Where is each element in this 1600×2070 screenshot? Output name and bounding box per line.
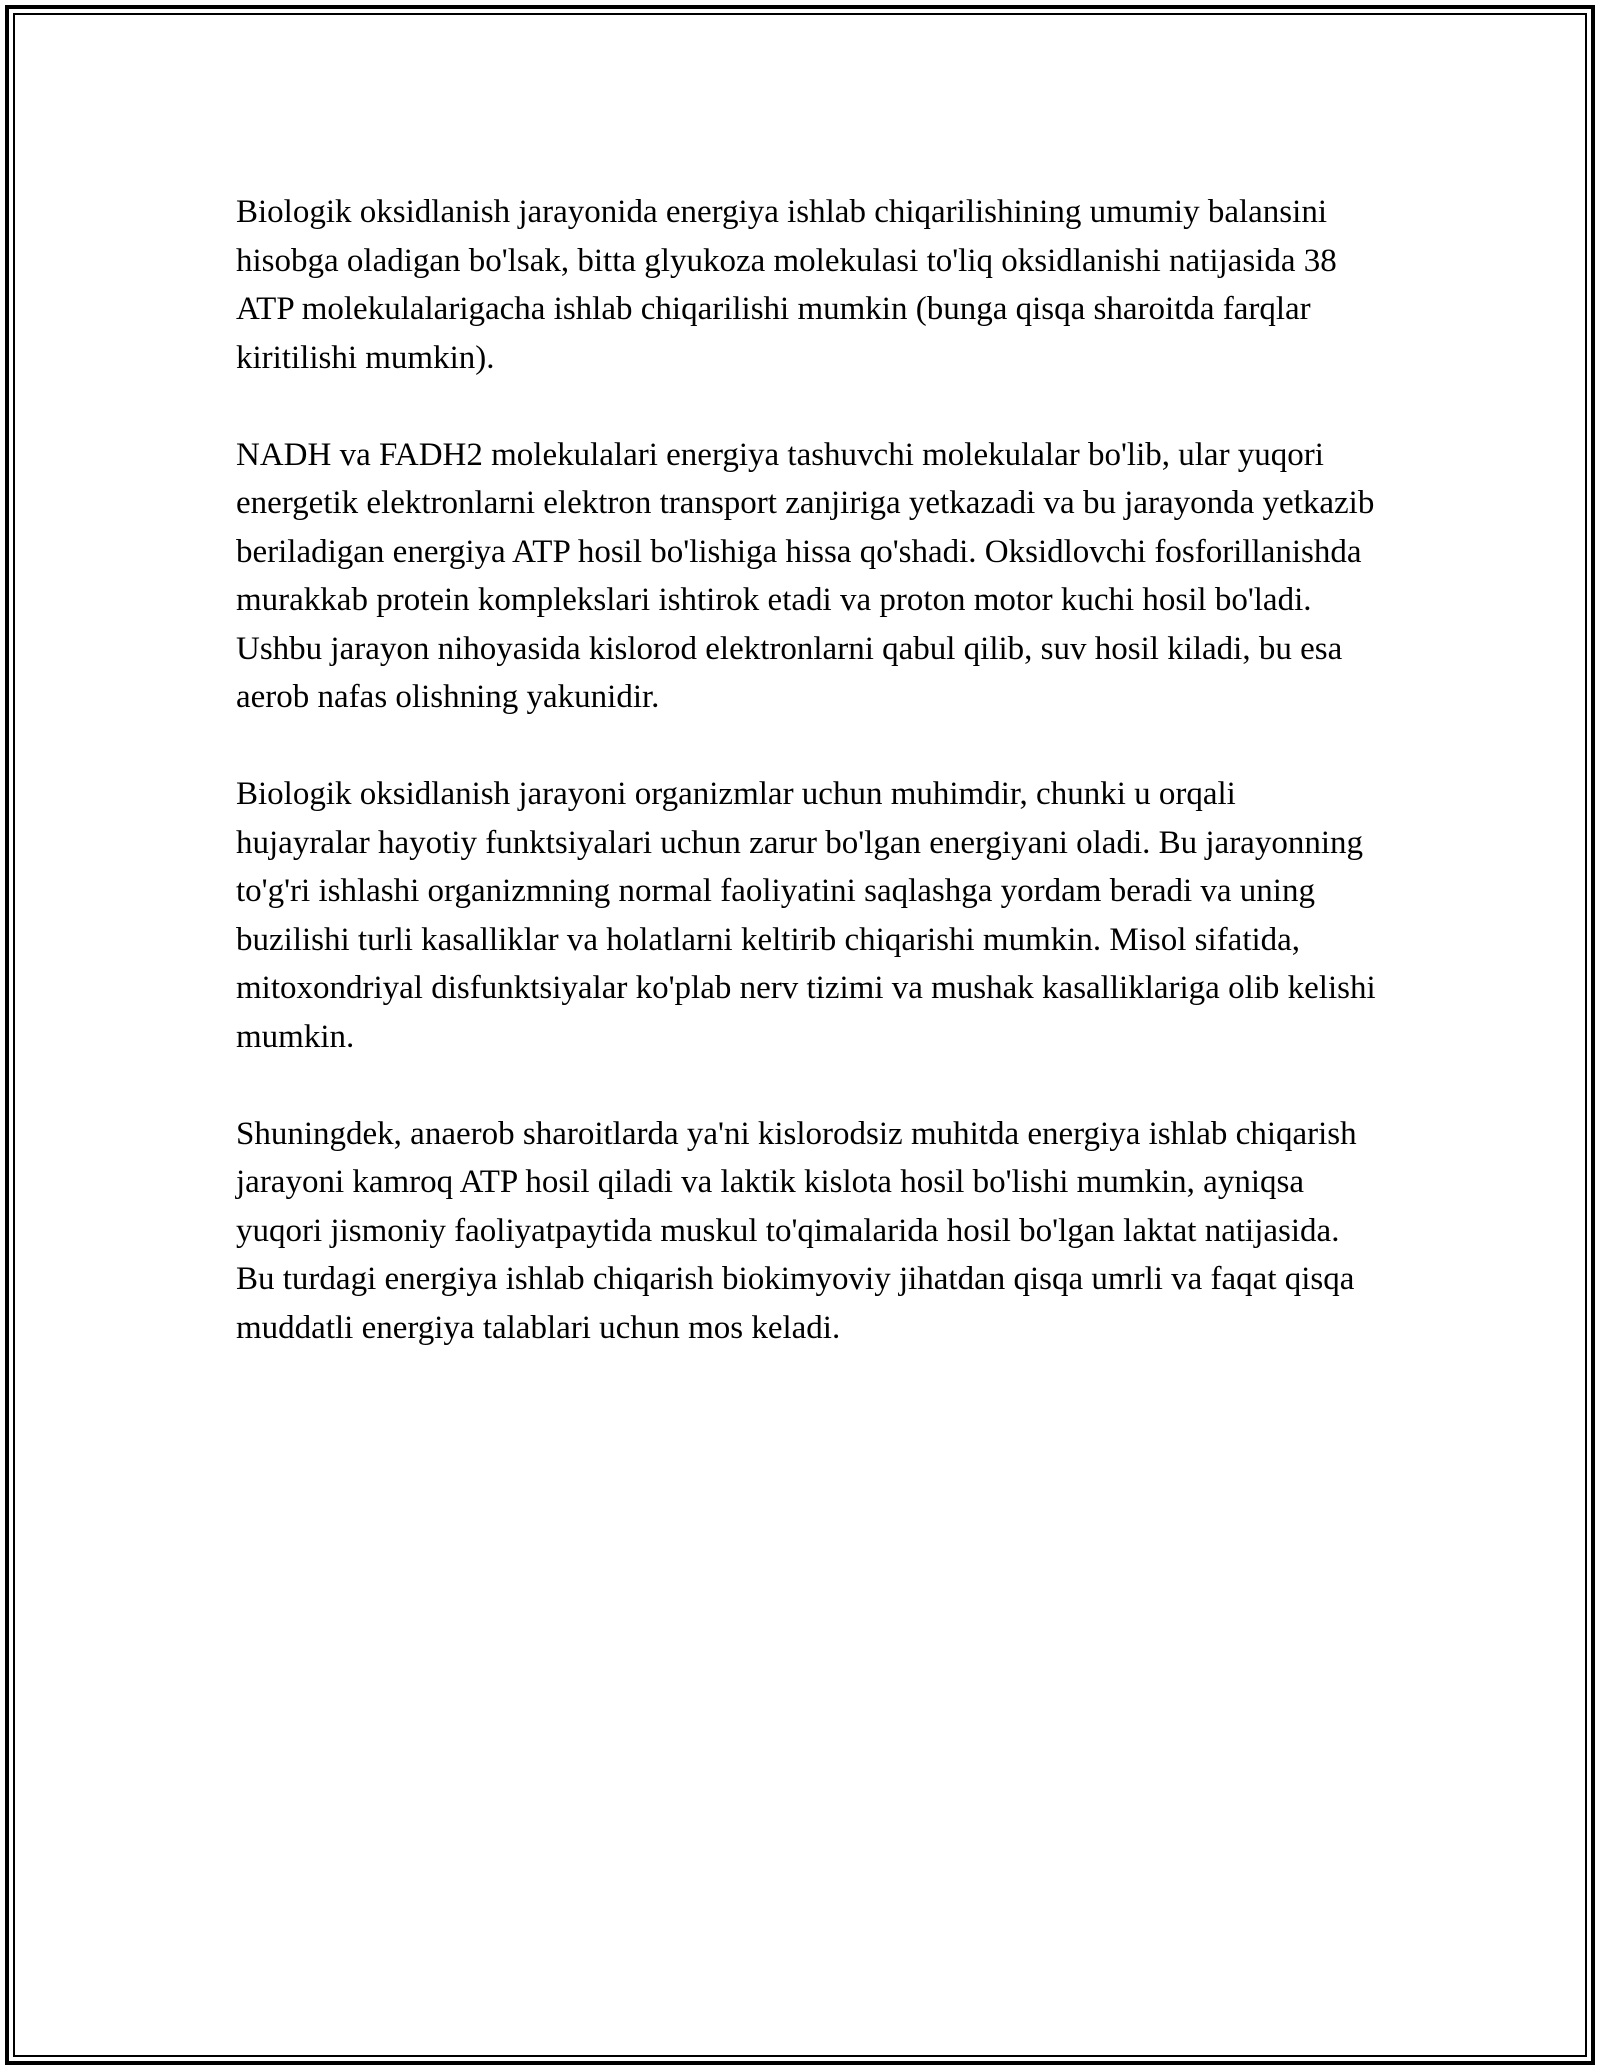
- paragraph-4: Shuningdek, anaerob sharoitlarda ya'ni kislorodsiz muhitda energiya ishlab chiqarish jarayoni kamroq ATP hosil qiladi va laktik kislota hosil bo'lishi mumkin, ayniqsa yuqori jismoniy faoliyatpaytida muskul to'qimalarida hosil bo'lgan laktat natijasida. Bu turdagi energiya ishlab chiqarish biokimyoviy jihatdan qisqa umrli va faqat qisqa muddatli energiya talablari uchun mos keladi.: [236, 1115, 1357, 1346]
- paragraph-2: NADH va FADH2 molekulalari energiya tashuvchi molekulalar bo'lib, ular yuqori energetik elektronlarni elektron transport zanjiriga yetkazadi va bu jarayonda yetkazib beriladigan energiya ATP hosil bo'lishiga hissa qo'shadi. Oksidlovchi fosforillanishda murakkab protein komplekslari ishtirok etadi va proton motor kuchi hosil bo'ladi. Ushbu jarayon nihoyasida kislorod elektronlarni qabul qilib, suv hosil kiladi, bu esa aerob nafas olishning yakunidir.: [236, 436, 1375, 715]
- document-body: [236, 188, 1376, 1401]
- paragraph-3: Biologik oksidlanish jarayoni organizmlar uchun muhimdir, chunki u orqali hujayralar hayotiy funktsiyalari uchun zarur bo'lgan energiyani oladi. Bu jarayonning to'g'ri ishlashi organizmning normal faoliyatini saqlashga yordam beradi va uning buzilishi turli kasalliklar va holatlarni keltirib chiqarishi mumkin. Misol sifatida, mitoxondriyal disfunktsiyalar ko'plab nerv tizimi va mushak kasalliklariga olib kelishi mumkin.: [236, 776, 1376, 1055]
- paragraph-1: Biologik oksidlanish jarayonida energiya ishlab chiqarilishining umumiy balansini hisobga oladigan bo'lsak, bitta glyukoza molekulasi to'liq oksidlanishi natijasida 38 ATP molekulalarigacha ishlab chiqarilishi mumkin (bunga qisqa sharoitda farqlar kiritilishi mumkin).: [236, 194, 1337, 376]
